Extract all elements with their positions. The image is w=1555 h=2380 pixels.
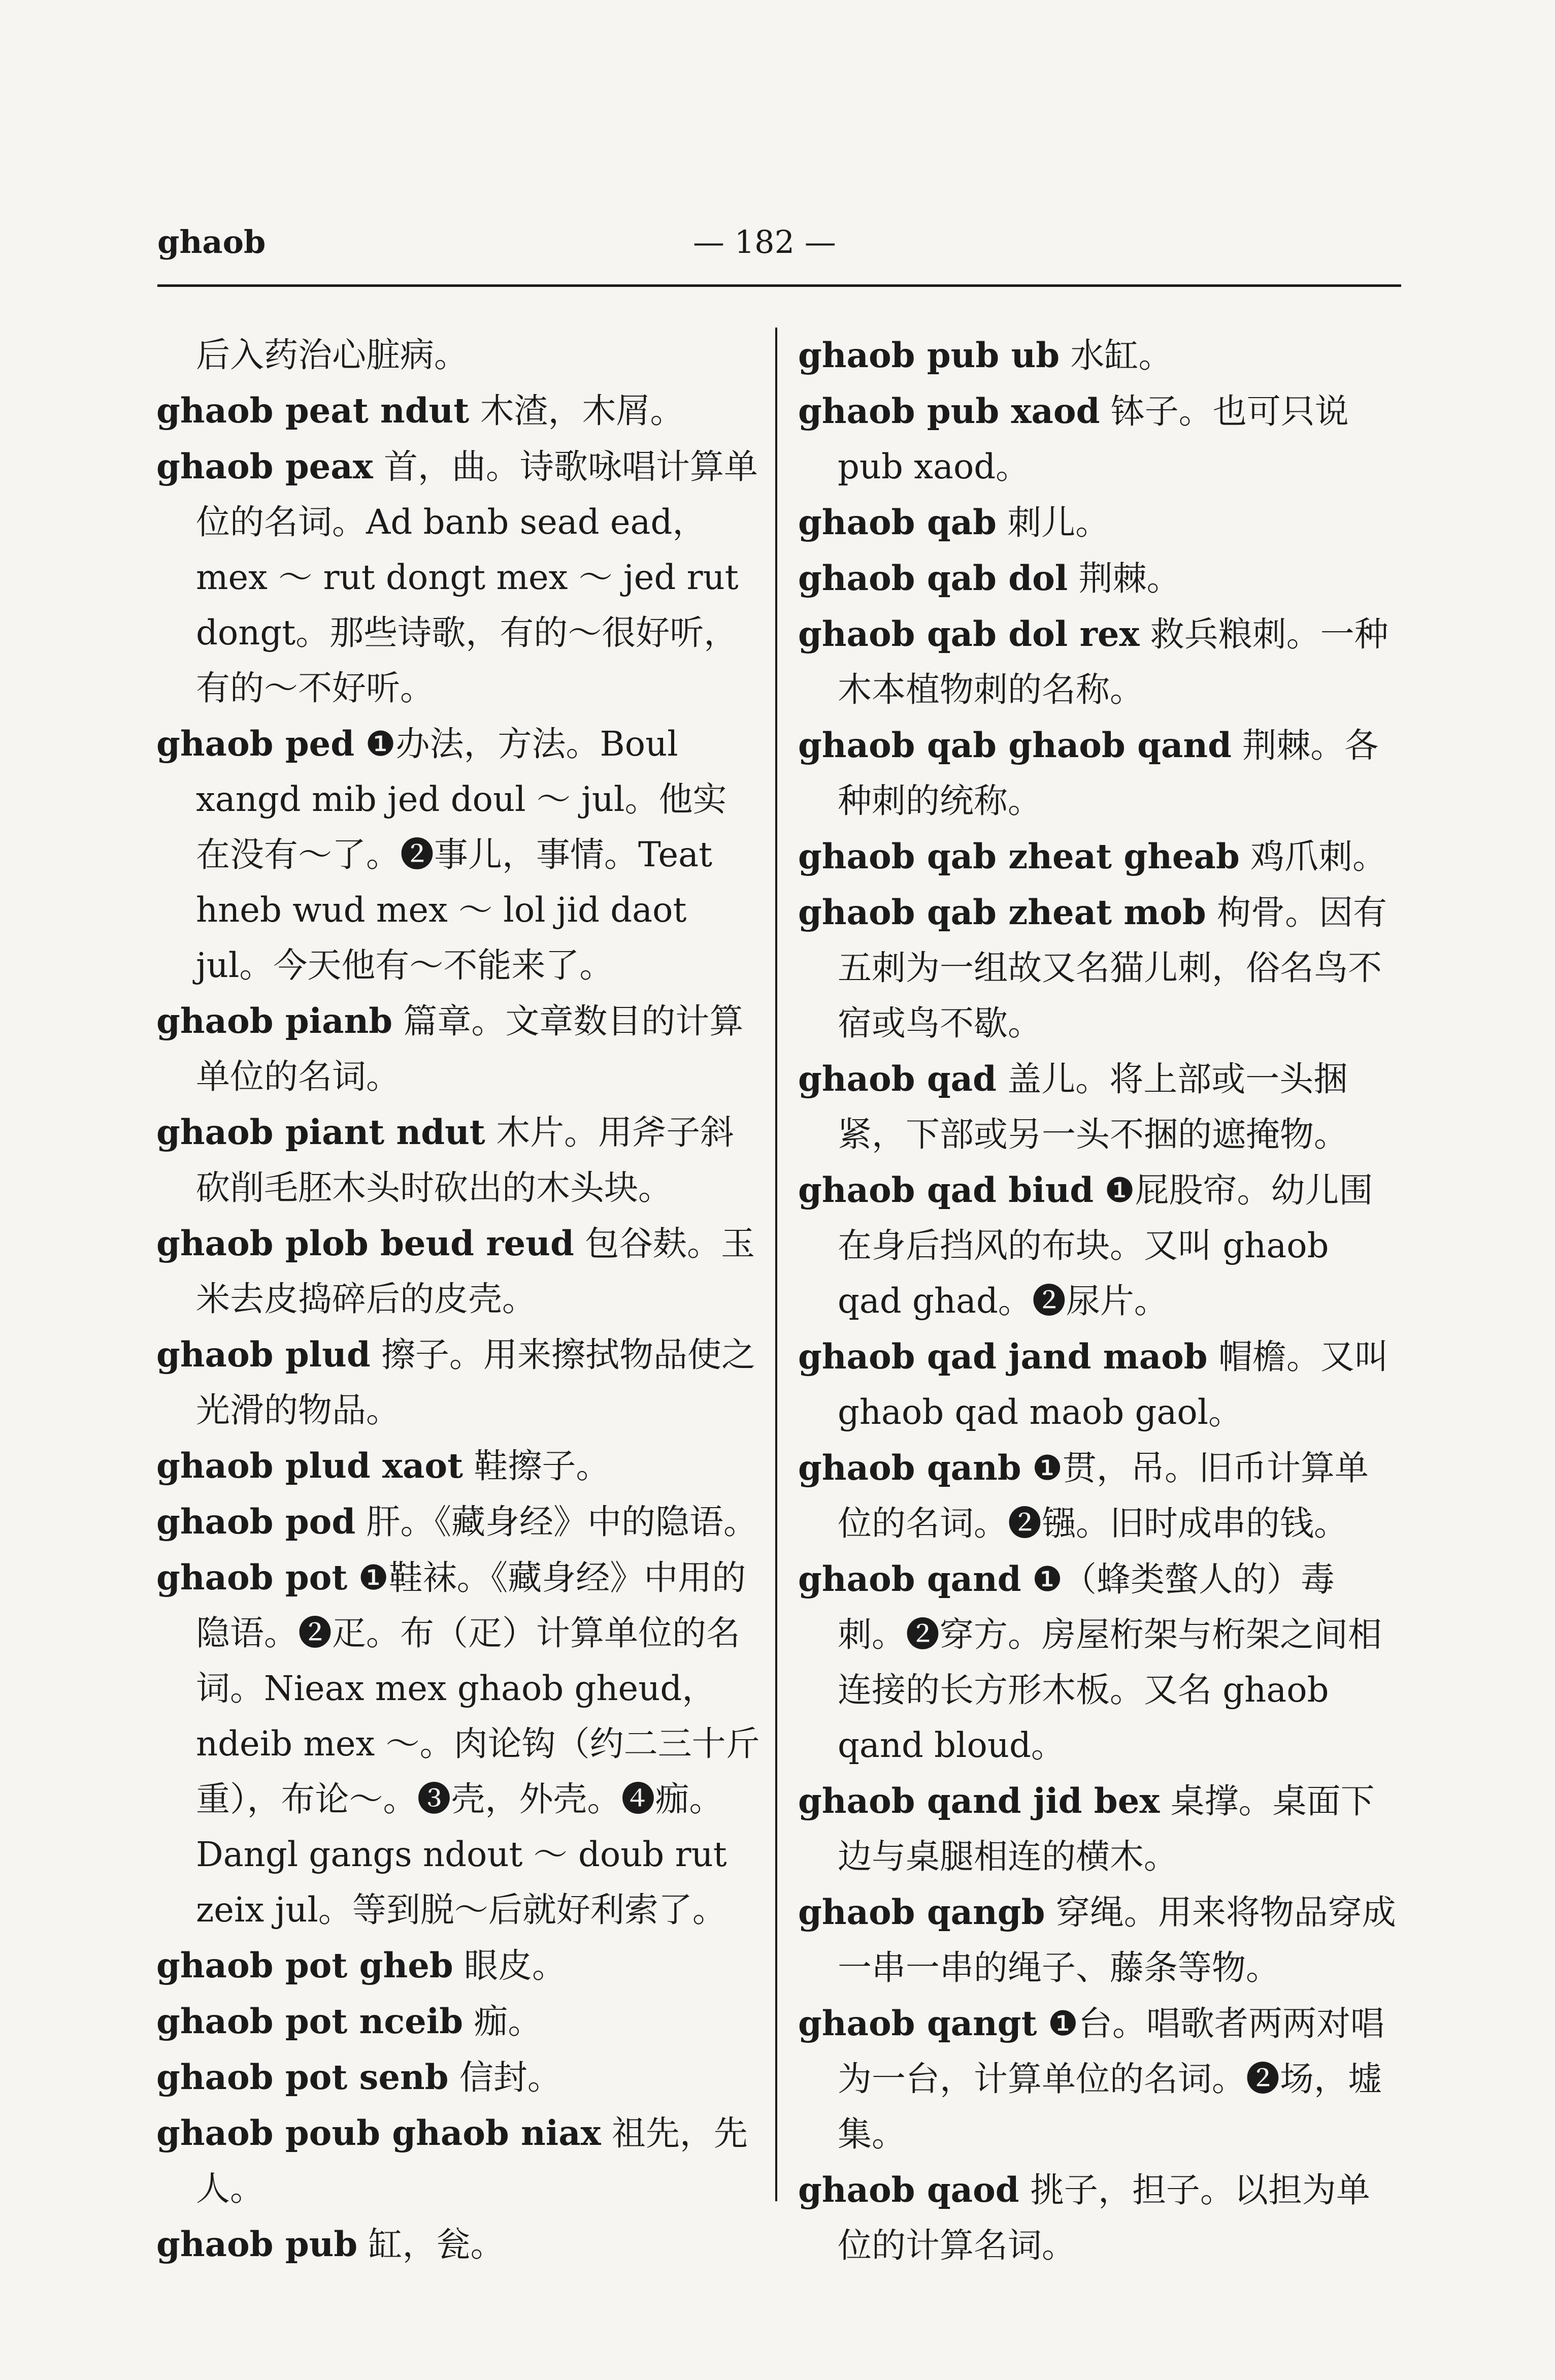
entry-definition: 擦子。用来擦拭物品使之光滑的物品。 xyxy=(196,1335,755,1430)
entry-definition: 穿绳。用来将物品穿成一串一串的绳子、藤条等物。 xyxy=(838,1893,1396,1987)
entry-definition: 首，曲。诗歌咏唱计算单位的名词。Ad banb sead ead，mex ～ rut dongt mex ～ jed rut dongt。那些诗歌，有的～很好听，有的～不好听。 xyxy=(196,447,758,708)
dictionary-entry xyxy=(798,606,1402,718)
entry-definition: 刺儿。 xyxy=(996,503,1110,542)
entry-headword: ghaob plud xyxy=(156,1334,371,1375)
entry-headword: ghaob pub ub xyxy=(798,335,1060,375)
entry-headword: ghaob qanb xyxy=(798,1448,1021,1488)
entry-headword: ghaob qab ghaob qand xyxy=(798,725,1232,765)
entry-definition: 桌撑。桌面下边与桌腿相连的横木。 xyxy=(838,1781,1375,1876)
entry-headword: ghaob peat ndut xyxy=(156,390,470,431)
entry-definition: 篇章。文章数目的计算单位的名词。 xyxy=(196,1001,744,1096)
entry-definition: 鸡爪刺。 xyxy=(1239,837,1387,876)
dictionary-entry xyxy=(156,1938,760,1994)
entry-headword: ghaob pot xyxy=(156,1557,348,1597)
dictionary-entry xyxy=(798,1884,1402,1996)
entry-headword: ghaob plob beud reud xyxy=(156,1223,574,1263)
dictionary-entry xyxy=(798,1551,1402,1773)
page-header xyxy=(157,223,1401,269)
right-column xyxy=(798,328,1402,2273)
entry-definition: 鞋擦子。 xyxy=(463,1446,610,1486)
left-column xyxy=(156,328,760,2272)
dictionary-entry xyxy=(798,1996,1402,2162)
dictionary-entry xyxy=(798,885,1402,1051)
entry-definition: 盖儿。将上部或一头捆紧，下部或另一头不捆的遮掩物。 xyxy=(838,1059,1348,1154)
entry-definition: ❶鞋袜。《藏身经》中用的隐语。❷疋。布（疋）计算单位的名词。Nieax mex ghaob gheud，ndeib mex ～。肉论钩（约二三十斤重），布论～。❸壳，外壳。❹痂。Dangl gangs ndout ～ doub rut zeix jul。等到脱～后就好利索了。 xyxy=(196,1558,760,1930)
dictionary-entry xyxy=(156,993,760,1104)
entry-definition: 缸，瓮。 xyxy=(357,2225,505,2264)
entry-definition: 后入药治心脏病。 xyxy=(196,335,468,375)
entry-headword: ghaob qab zheat gheab xyxy=(798,836,1240,876)
dictionary-entry xyxy=(798,383,1402,495)
entry-definition: 肝。《藏身经》中的隐语。 xyxy=(355,1502,758,1542)
entry-headword: ghaob ped xyxy=(156,724,355,764)
dictionary-entry xyxy=(156,716,760,993)
entry-definition: ❶台。唱歌者两两对唱为一台，计算单位的名词。❷场，墟集。 xyxy=(838,2004,1384,2154)
entry-headword: ghaob pod xyxy=(156,1502,356,1542)
entry-definition: ❶屁股帘。幼儿围在身后挡风的布块。又叫 ghaob qad ghad。❷尿片。 xyxy=(838,1170,1373,1321)
entry-definition: 荆棘。 xyxy=(1068,559,1181,598)
dictionary-entry xyxy=(156,2049,760,2105)
entry-headword: ghaob qad xyxy=(798,1059,997,1099)
entry-headword: ghaob plud xaot xyxy=(156,1446,464,1486)
entry-headword: ghaob pot nceib xyxy=(156,2001,464,2041)
dictionary-entry xyxy=(798,1440,1402,1551)
dictionary-entry xyxy=(156,1550,760,1938)
entry-headword: ghaob piant ndut xyxy=(156,1112,485,1152)
dictionary-entry xyxy=(156,2216,760,2272)
dictionary-entry xyxy=(156,2105,760,2216)
entry-headword: ghaob qab zheat mob xyxy=(798,892,1206,932)
page-number: — 182 — xyxy=(693,223,836,260)
entry-definition: 钵子。也可只说 pub xaod。 xyxy=(838,392,1349,486)
entry-headword: ghaob qangt xyxy=(798,2003,1037,2043)
entry-definition: 挑子，担子。以担为单位的计算名词。 xyxy=(838,2170,1370,2265)
entry-definition: 信封。 xyxy=(448,2058,561,2097)
dictionary-entry xyxy=(798,2162,1402,2273)
entry-headword: ghaob qad jand maob xyxy=(798,1336,1208,1377)
dictionary-entry xyxy=(798,495,1402,550)
entry-definition: 包谷麸。玉米去皮捣碎后的皮壳。 xyxy=(196,1224,755,1319)
entry-definition: 帽檐。又叫 ghaob qad maob gaol。 xyxy=(838,1337,1388,1432)
dictionary-entry xyxy=(798,1162,1402,1329)
dictionary-entry xyxy=(156,328,760,383)
dictionary-entry xyxy=(798,1051,1402,1162)
entry-headword: ghaob qand jid bex xyxy=(798,1781,1160,1821)
dictionary-entry xyxy=(798,718,1402,829)
dictionary-entry xyxy=(156,1494,760,1550)
entry-definition: 枸骨。因有五刺为一组故又名猫儿刺，俗名鸟不宿或鸟不歇。 xyxy=(838,893,1387,1043)
entry-definition: ❶贯，吊。旧币计算单位的名词。❷镪。旧时成串的钱。 xyxy=(838,1448,1369,1543)
entry-headword: ghaob peax xyxy=(156,446,373,486)
entry-definition: 木渣，木屑。 xyxy=(469,391,684,431)
dictionary-entry xyxy=(156,1104,760,1216)
running-headword: ghaob xyxy=(157,223,266,260)
entry-definition: ❶办法，方法。Boul xangd mib jed doul ～ jul。他实在没有～了。❷事儿，事情。Teat hneb wud mex ～ lol jid daot jul。今天他有～不能来了。 xyxy=(196,724,727,985)
entry-definition: 荆棘。各种刺的统称。 xyxy=(838,726,1379,821)
dictionary-entry xyxy=(156,1216,760,1327)
entry-definition: 水缸。 xyxy=(1060,336,1173,375)
entry-headword: ghaob qangb xyxy=(798,1892,1045,1932)
entry-headword: ghaob qad biud xyxy=(798,1170,1094,1210)
entry-headword: ghaob pianb xyxy=(156,1001,393,1041)
dictionary-entry xyxy=(798,1329,1402,1440)
header-rule xyxy=(157,284,1401,287)
dictionary-entry xyxy=(798,550,1402,606)
entry-headword: ghaob pot senb xyxy=(156,2057,449,2097)
entry-definition: 眼皮。 xyxy=(453,1946,566,1985)
dictionary-entry xyxy=(798,1773,1402,1884)
entry-definition: 救兵粮刺。一种木本植物刺的名称。 xyxy=(838,614,1388,709)
entry-headword: ghaob pub xaod xyxy=(798,391,1100,431)
entry-definition: 木片。用斧子斜砍削毛胚木头时砍出的木头块。 xyxy=(196,1113,735,1208)
dictionary-entry xyxy=(156,1994,760,2049)
dictionary-entry xyxy=(156,383,760,439)
column-divider xyxy=(775,328,777,2201)
entry-headword: ghaob qab dol xyxy=(798,558,1068,598)
dictionary-entry xyxy=(156,1438,760,1494)
entry-definition: ❶（蜂类螫人的）毒刺。❷穿方。房屋桁架与桁架之间相连接的长方形木板。又名 ghaob qand bloud。 xyxy=(838,1559,1382,1765)
entry-definition: 痂。 xyxy=(463,2002,542,2041)
dictionary-entry xyxy=(798,328,1402,383)
dictionary-entry xyxy=(156,439,760,716)
entry-headword: ghaob qaod xyxy=(798,2170,1019,2210)
entry-headword: ghaob pot gheb xyxy=(156,1945,453,1985)
dictionary-entry xyxy=(156,1327,760,1438)
entry-definition: 祖先，先人。 xyxy=(196,2113,748,2208)
entry-headword: ghaob pub xyxy=(156,2224,358,2264)
entry-headword: ghaob qab dol rex xyxy=(798,614,1140,654)
entry-headword: ghaob qab xyxy=(798,502,997,542)
dictionary-entry xyxy=(798,829,1402,885)
entry-headword: ghaob poub ghaob niax xyxy=(156,2113,601,2153)
entry-headword: ghaob qand xyxy=(798,1559,1021,1599)
